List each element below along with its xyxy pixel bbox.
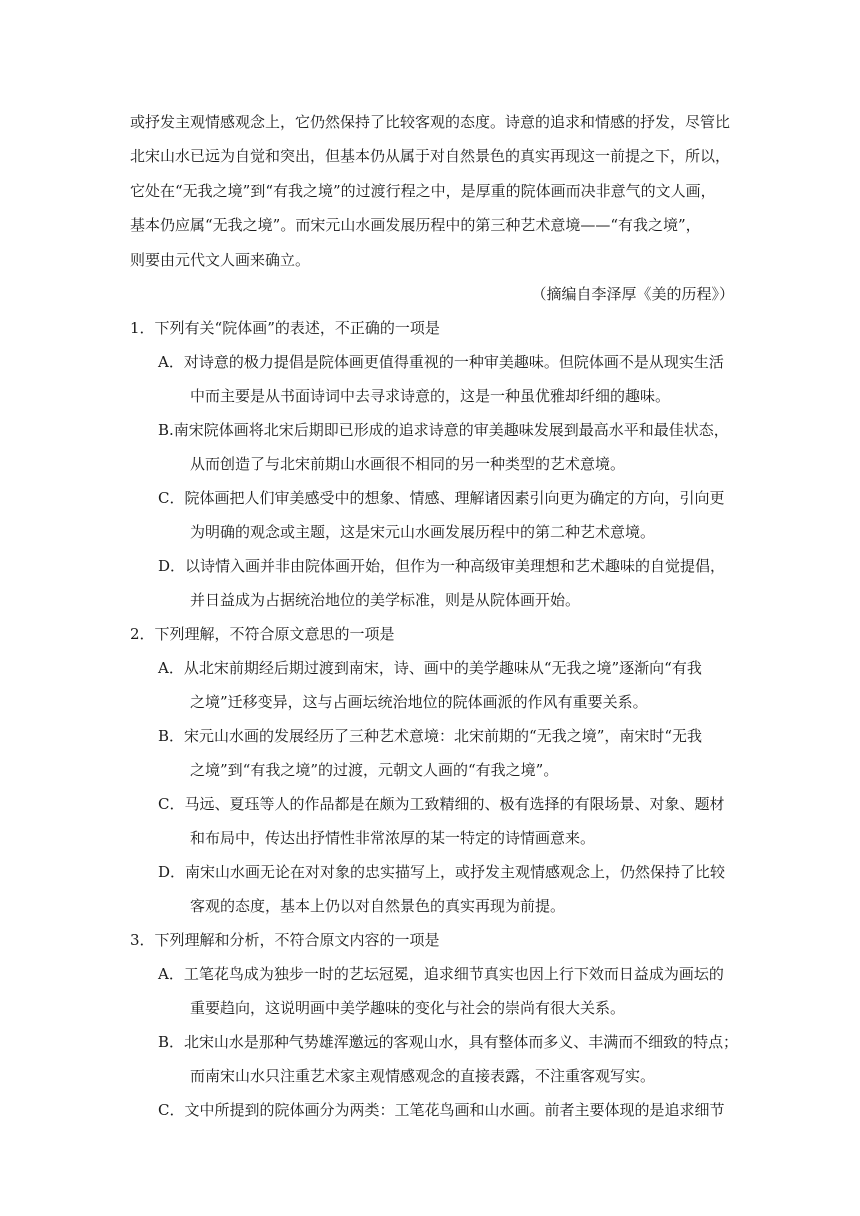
option-line: 客观的态度，基本上仍以对自然景色的真实再现为前提。 (190, 897, 566, 915)
option-line: A．工笔花鸟成为独步一时的艺坛冠冕，追求细节真实也因上行下效而日益成为画坛的 (158, 965, 724, 983)
option-line: 之境”迁移变异，这与占画坛统治地位的院体画派的作风有重要关系。 (190, 693, 648, 711)
option-line: 为明确的观念或主题，这是宋元山水画发展历程中的第二种艺术意境。 (190, 523, 656, 541)
option-line: C．院体画把人们审美感受中的想象、情感、理解诸因素引向更为确定的方向，引向更 (158, 489, 725, 507)
option-line: 并日益成为占据统治地位的美学标准，则是从院体画开始。 (190, 591, 581, 609)
option-line: B．宋元山水画的发展经历了三种艺术意境：北宋前期的“无我之境”，南宋时“无我 (158, 727, 703, 745)
option-line: 和布局中，传达出抒情性非常浓厚的某一特定的诗情画意来。 (190, 829, 596, 847)
option-line: C．文中所提到的院体画分为两类：工笔花鸟画和山水画。前者主要体现的是追求细节 (158, 1101, 725, 1119)
option-line: 而南宋山水只注重艺术家主观情感观念的直接表露，不注重客观写实。 (190, 1067, 656, 1085)
passage-line: 则要由元代文人画来确立。 (130, 251, 311, 269)
option-line: B．北宋山水是那种气势雄浑邀远的客观山水，具有整体而多义、丰满而不细致的特点； (158, 1033, 739, 1051)
option-line: C．马远、夏珏等人的作品都是在颇为工致精细的、极有选择的有限场景、对象、题材 (158, 795, 725, 813)
source-citation: （摘编自李泽厚《美的历程》） (531, 285, 734, 303)
option-line: A．从北宋前期经后期过渡到南宋，诗、画中的美学趣味从“无我之境”逐渐向“有我 (158, 659, 702, 677)
option-line: D．南宋山水画无论在对对象的忠实描写上，或抒发主观情感观念上，仍然保持了比较 (158, 863, 726, 881)
option-line: 中而主要是从书面诗词中去寻求诗意的，这是一种虽优雅却纤细的趣味。 (190, 387, 671, 405)
passage-line: 基本仍应属“无我之境”。而宋元山水画发展历程中的第三种艺术意境——“有我之境”， (130, 216, 701, 234)
passage-line: 北宋山水已远为自觉和突出，但基本仍从属于对自然景色的真实再现这一前提之下，所以， (130, 147, 731, 165)
option-line: 之境”到“有我之境”的过渡，元朝文人画的“有我之境”。 (190, 761, 559, 779)
passage-line: 或抒发主观情感观念上，它仍然保持了比较客观的态度。诗意的追求和情感的抒发，尽管比 (130, 113, 731, 131)
passage-line: 它处在“无我之境”到“有我之境”的过渡行程之中，是厚重的院体画而决非意气的文人画， (130, 182, 716, 200)
option-line: B.南宋院体画将北宋后期即已形成的追求诗意的审美趣味发展到最高水平和最佳状态， (158, 421, 729, 439)
question-stem: 3．下列理解和分析，不符合原文内容的一项是 (130, 931, 440, 949)
option-line: A．对诗意的极力提倡是院体画更值得重视的一种审美趣味。但院体画不是从现实生活 (158, 353, 724, 371)
option-line: 从而创造了与北宋前期山水画很不相同的另一种类型的艺术意境。 (190, 455, 626, 473)
option-line: D．以诗情入画并非由院体画开始，但作为一种高级审美理想和艺术趣味的自觉提倡， (158, 557, 726, 575)
option-line: 重要趋向，这说明画中美学趣味的变化与社会的崇尚有很大关系。 (190, 999, 626, 1017)
question-stem: 2．下列理解，不符合原文意思的一项是 (130, 625, 395, 643)
question-stem: 1．下列有关“院体画”的表述，不正确的一项是 (130, 319, 440, 337)
